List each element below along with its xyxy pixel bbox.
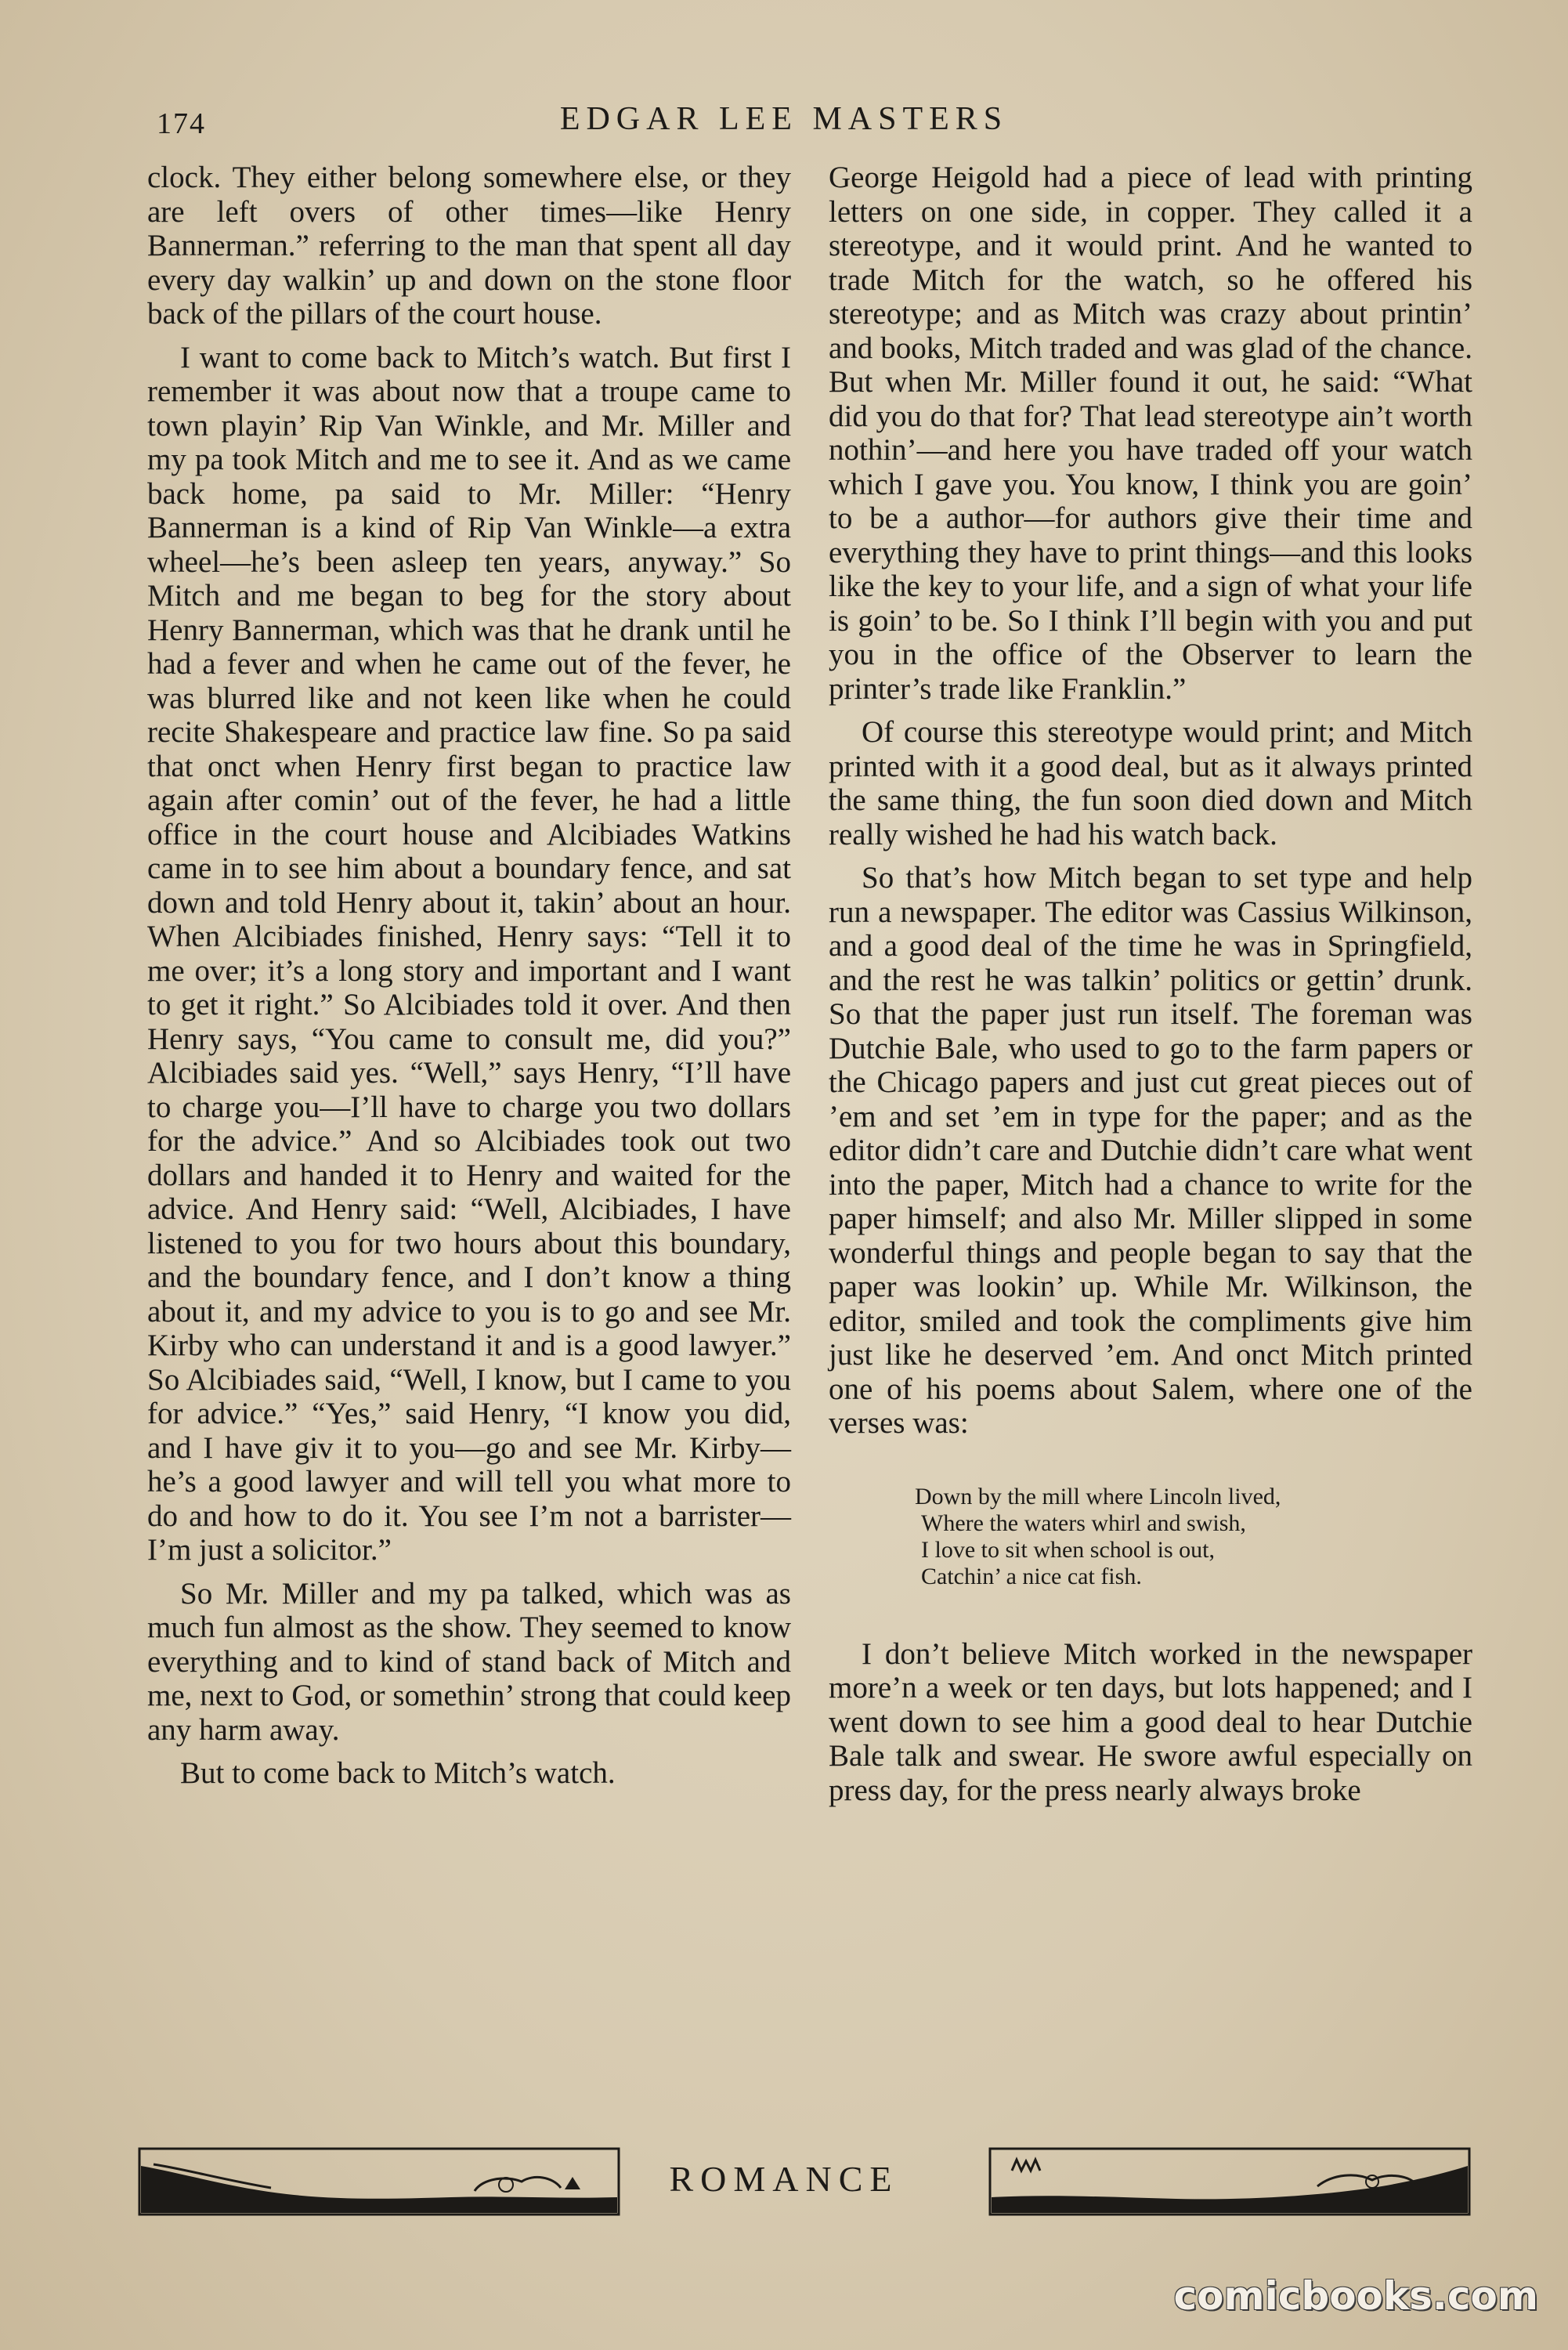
paragraph: clock. They either belong somewhere else, or they are left overs of other times—like Henry Bannerman.” referring to the man that spent all day every day walkin’ up and down on the stone floor back of the pillars of the court house. [147, 161, 791, 331]
verse-line: Where the waters whirl and swish, [921, 1509, 1246, 1536]
poem-verse [915, 1484, 1472, 1590]
right-column [829, 161, 1472, 1807]
paragraph: I don’t believe Mitch worked in the newspaper more’n a week or ten days, but lots happened; and I went down to see him a good deal to hear Dutchie Bale talk and swear. He swore awful especially on press day, for the press nearly always broke [829, 1636, 1472, 1807]
verse-line: I love to sit when school is out, [921, 1536, 1215, 1563]
paragraph: George Heigold had a piece of lead with printing letters on one side, in copper. They called it a stereotype, and it would print. And he wanted to trade Mitch for the watch, so he offered his stereotype; and as Mitch was crazy about printin’ and books, Mitch traded and was glad of the chance. But when Mr. Miller found it out, he said: “What did you do that for? That lead stereotype ain’t worth nothin’—and here you have traded off your watch which I gave you. You know, I think you are goin’ to be a author—for authors give their time and everything they have to print things—and this looks like the key to your life, and a sign of what your life is goin’ to be. So I think I’ll begin with you and put you in the office of the Observer to learn the printer’s trade like Franklin.” [829, 161, 1472, 706]
verse-line: Down by the mill where Lincoln lived, [915, 1483, 1281, 1509]
verse-line: Catchin’ a nice cat fish. [921, 1563, 1142, 1589]
paragraph: But to come back to Mitch’s watch. [180, 1756, 616, 1790]
paragraph: So that’s how Mitch began to set type and help run a newspaper. The editor was Cassius Wilkinson, and a good deal of the time he was in Springfield, and the rest he was talkin’ politics or gettin’ drunk. So that the paper just run itself. The foreman was Dutchie Bale, who used to go to the farm papers or the Chicago papers and just cut great pieces out of ’em and set ’em in type for the paper; and as the editor didn’t care and Dutchie didn’t care what went into the paper, Mitch had a chance to write for the paper himself; and also Mr. Miller slipped in some wonderful things and people began to say that the paper was lookin’ up. While Mr. Wilkinson, the editor, smiled and took the compliments give him just like he deserved ’em. And onct Mitch printed one of his poems about Salem, where one of the verses was: [829, 861, 1472, 1440]
paragraph: I want to come back to Mitch’s watch. But first I remember it was about now that a troupe came to town playin’ Rip Van Winkle, and Mr. Miller and my pa took Mitch and me to see it. And as we came back home, pa said to Mr. Miller: “Henry Bannerman is a kind of Rip Van Winkle—a extra wheel—he’s been asleep ten years, anyway.” So Mitch and me began to beg for the story about Henry Bannerman, which was that he drank until he had a fever and when he came out of the fever, he was blurred like and not keen like when he could recite Shakespeare and practice law fine. So pa said that onct when Henry first began to practice law again after comin’ out of the fever, he had a little office in the court house and Alcibiades Watkins came in to see him about a boundary fence, and sat down and told Henry about it, takin’ about an hour. When Alcibiades finished, Henry says: “Tell it to me over; it’s a long story and important and I want to get it right.” So Alcibiades told it over. And then Henry says, “You came to consult me, did you?” Alcibiades said yes. “Well,” says Henry, “I’ll have to charge you—I’ll have to charge you two dollars for the advice.” And so Alcibiades took out two dollars and handed it to Henry and waited for the advice. And Henry said: “Well, Alcibiades, I have listened to you for two hours about this boundary, and the boundary fence, and I don’t know a thing about it, and my advice to you is to go and see Mr. Kirby who can understand it and is a good lawyer.” So Alcibiades said, “Well, I know, but I came to you for advice.” “Yes,” said Henry, “I know you did, and I have giv it to you—go and see Mr. Kirby—he’s a good lawyer and will tell you what more to do and how to do it. You see I’m not a barrister—I’m just a solicitor.” [147, 340, 791, 1567]
page-number: 174 [157, 107, 206, 140]
paragraph: Of course this stereotype would print; and Mitch printed with it a good deal, but as it always printed the same thing, the fun soon died down and Mitch really wished he had his watch back. [829, 715, 1472, 851]
left-column [147, 161, 791, 1791]
footer-title: ROMANCE [669, 2159, 899, 2199]
running-head: EDGAR LEE MASTERS [559, 101, 1009, 137]
paragraph: So Mr. Miller and my pa talked, which was as much fun almost as the show. They seemed to know everything and to kind of stand back of Mitch and me, next to God, or somethin’ strong that could keep any harm away. [147, 1576, 791, 1747]
watermark: comicbooks.com [1173, 2273, 1538, 2319]
